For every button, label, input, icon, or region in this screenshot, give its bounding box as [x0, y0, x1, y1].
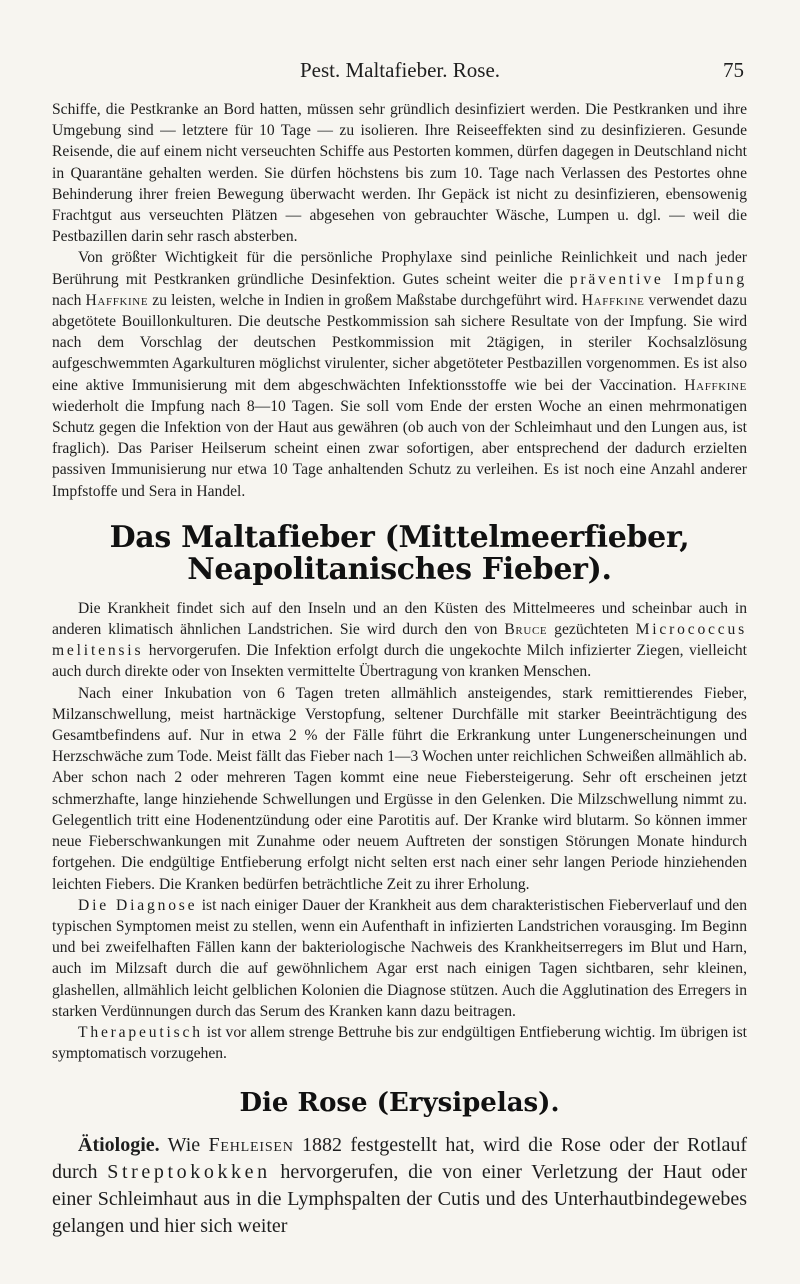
pest-p2-text-c: zu leisten, welche in Indien in großem Maßstabe durchgeführt wird.	[148, 291, 582, 309]
malta-p3-text: ist nach einiger Dauer der Krankheit aus dem charakteristischen Fieberverlauf und den typischen Symptomen meist zu stellen, wenn ein Aufenthaft in infizierten Landstrichen vorausging. Im Beginn und bei zweifelhaften Fällen kann der bakteriologische Nachweis des Krankheitserregers im Blut und Harn, auch im Milzsaft durch die auf gewöhnlichem Agar erst nach einigen Tagen sichtbaren, sehr kleinen, glashellen, allmählich leicht gelblichen Kolonien die Diagnose stützen. Auch die Agglutination des Erregers in starken Verdünnungen durch das Serum des Kranken kann dazu beitragen.	[52, 896, 747, 1020]
rose-heading: Die Rose (Erysipelas).	[239, 1088, 560, 1119]
rose-p-text-a: Wie	[159, 1134, 209, 1157]
body-text	[52, 99, 747, 1240]
rose-p-text-c: hervorgerufen, die von einer Verletzung der Haut oder einer Schleimhaut aus in die Lymphspalten der Cutis und des Unterhautbindegewebes gelangen und hier sich weiter	[52, 1161, 747, 1238]
malta-p1-text-c: hervorgerufen. Die Infektion erfolgt durch die ungekochte Milch infizierter Ziegen, vielleicht auch durch direkte oder von Insekten vermittelte Übertragung von kranken Menschen.	[52, 642, 747, 681]
rose-paragraph-1	[52, 1132, 747, 1240]
pest-p2-text-b: nach	[52, 291, 86, 309]
malta-paragraph-1	[52, 598, 747, 683]
page-number: 75	[723, 58, 744, 82]
pest-paragraph-2	[52, 247, 747, 501]
therapeutisch-term: Therapeutisch	[78, 1023, 203, 1041]
malta-paragraph-2: Nach einer Inkubation von 6 Tagen treten allmählich ansteigendes, stark remittierendes Fieber, Milzanschwellung, meist hartnäckige Verstopfung, seltener Durchfälle mit starker Beeinträchtigung des Gesamtbefindens auf. Nur in etwa 2 % der Fälle führt die Erkrankung unter Lungenerscheinungen und Herzschwäche zum Tode. Meist fällt das Fieber nach 1—3 Wochen unter reichlichen Schweißen allmählich ab. Aber schon nach 2 oder mehreren Tagen kommt eine neue Fiebersteigerung. Sehr oft erscheinen jetzt schmerzhafte, lange hinziehende Schwellungen und Ergüsse in den Gelenken. Die Milzschwellung nimmt zu. Gelegentlich tritt eine Hodenentzündung oder eine Parotitis auf. Der Kranke wird blutarm. So können immer neue Fieberschwankungen mit Zunahme oder neuem Auftreten der sonstigen Störungen Monate hindurch fortgehen. Die endgültige Entfieberung erfolgt nicht selten erst nach einer sehr langen Periode hinziehenden leichten Fiebers. Die Kranken bedürfen beträchtliche Zeit zu ihrer Erholung.	[52, 684, 747, 893]
author-name-bruce: Bruce	[504, 621, 548, 639]
pest-p2-text-d: verwendet dazu abgetötete Bouillonkulturen. Die deutsche Pestkommission sah sichere Resultate von der Impfung. Sie wird nach dem Vorschlag der deutschen Pestkommission mit 2tägigen, in steriler Kochsalzlösung aufgeschwemmten Agarkulturen möglichst virulenter, sicher abgetöteter Pestbazillen vorgenommen. Es ist also eine aktive Immunisierung mit dem abgeschwächten Infektionsstoffe wie bei der Vaccination.	[52, 291, 747, 394]
micrococcus-melitensis-term: Micrococcus melitensis	[52, 621, 747, 660]
running-title: Pest. Maltafieber. Rose.	[299, 58, 501, 82]
malta-p1-text-b: gezüchteten	[547, 621, 636, 639]
author-name-haffkine: Haffkine	[684, 376, 747, 394]
pest-paragraph-1: Schiffe, die Pestkranke an Bord hatten, müssen sehr gründlich desinfiziert werden. Die Pestkranken und ihre Umgebung sind — letztere für 10 Tage — zu isolieren. Ihre Reiseeffekten sind zu desinfizieren. Gesunde Reisende, die auf einem nicht verseuchten Schiffe aus Pestorten kommen, dürfen dagegen in Deutschland nicht in Quarantäne gehalten werden. Sie dürfen höchstens bis zum 10. Tage nach Verlassen des Pestortes ohne Behinderung ihrer freien Bewegung überwacht werden. Ihr Gepäck ist nicht zu desinfizieren, ebensowenig Frachtgut aus verseuchten Plätzen — abgesehen von gebrauchter Wäsche, Lumpen u. dgl. — weil die Pestbazillen darin sehr rasch absterben.	[52, 101, 747, 246]
praeventive-impfung-term: präventive Impfung	[569, 270, 747, 288]
malta-p4-text: ist vor allem strenge Bettruhe bis zur endgültigen Entfieberung wichtig. Im übrigen ist symptomatisch vorzugehen.	[52, 1023, 747, 1063]
diagnose-term: Die Diagnose	[78, 896, 198, 914]
author-name-haffkine: Haffkine	[581, 291, 645, 309]
maltafieber-heading: Das Maltafieber (Mittelmeerfieber, Neapolitanisches Fieber).	[109, 519, 690, 587]
aetiologie-lead: Ätiologie.	[78, 1134, 160, 1157]
pest-p2-text-e: wiederholt die Impfung nach 8—10 Tagen. Sie soll vom Ende der ersten Woche an einen mehrmonatigen Schutz gegen die Infektion von der Haut aus gewähren (ob auch von der Schleimhaut und den Lungen aus, ist fraglich). Das Pariser Heilserum scheint einen zwar sofortigen, aber entsprechend der dadurch erzielten passiven Immunisierung nur etwa 10 Tage anhaltenden Schutz zu verleihen. Es ist noch eine Anzahl anderer Impfstoffe und Sera in Handel.	[52, 397, 747, 500]
streptokokken-term: Streptokokken	[107, 1161, 271, 1184]
malta-p1-text-a: Die Krankheit findet sich auf den Inseln und an den Küsten des Mittelmeeres und scheinbar auch in anderen klimatisch ähnlichen Landstrichen. Sie wird durch den von	[52, 599, 747, 639]
author-name-fehleisen: Fehleisen	[208, 1134, 294, 1157]
malta-paragraph-3	[52, 895, 747, 1022]
malta-paragraph-4	[52, 1022, 747, 1064]
running-head	[0, 58, 800, 84]
pest-p2-text-a: Von größter Wichtigkeit für die persönliche Prophylaxe sind peinliche Reinlichkeit und nach jeder Berührung mit Pestkranken gründliche Desinfektion. Gutes scheint weiter die	[52, 249, 747, 288]
author-name-haffkine: Haffkine	[85, 291, 149, 309]
rose-p-text-b: 1882 festgestellt hat, wird die Rose oder der Rotlauf durch	[52, 1134, 748, 1184]
